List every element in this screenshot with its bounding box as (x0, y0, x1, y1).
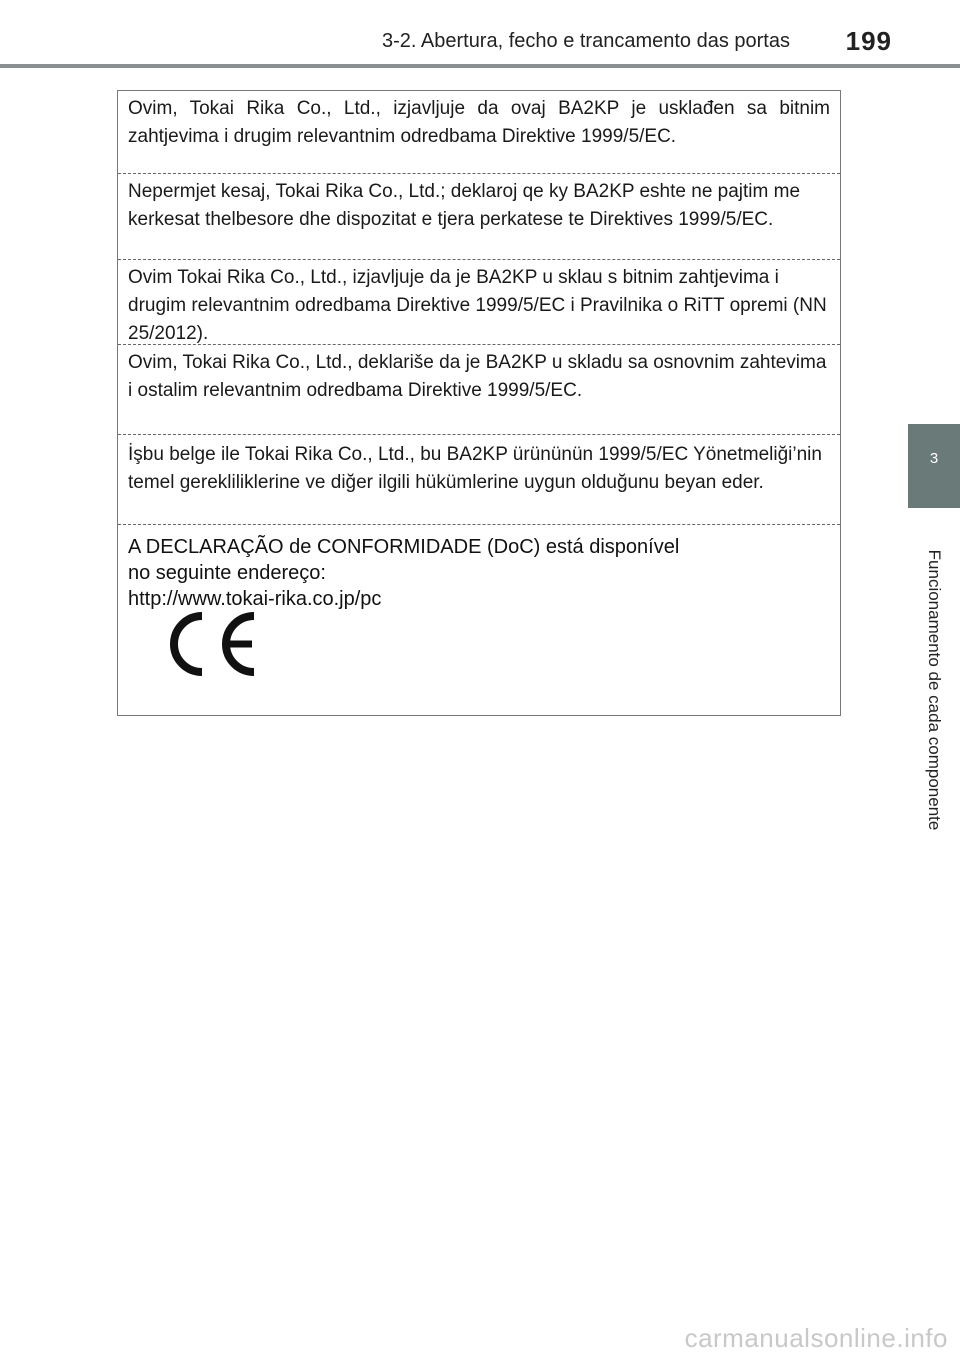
declaration-albanian (118, 174, 840, 260)
declaration-text: Ovim, Tokai Rika Co., Ltd., izjavljuje da ovaj BA2KP je usklađen sa bitnim zahtjevima i drugim relevantnim odredbama Direktive 1999/5/EC. (128, 98, 830, 147)
doc-notice-line1: A DECLARAÇÃO de CONFORMIDADE (DoC) está disponível (128, 536, 680, 558)
declaration-text: Ovim Tokai Rika Co., Ltd., izjavljuje da je BA2KP u sklau s bitnim zahtjevima i drugim relevantnim odredbama Direktive 1999/5/EC i Pravilnika o RiTT opremi (NN 25/2012). (128, 267, 827, 344)
declaration-turkish (118, 435, 840, 525)
chapter-tab (908, 424, 960, 508)
declaration-text: İşbu belge ile Tokai Rika Co., Ltd., bu BA2KP ürününün 1999/5/EC Yönetmeliği’nin temel gerekliliklerine ve diğer ilgili hükümlerine uygun olduğunu beyan eder. (128, 444, 822, 493)
chapter-label: Funcionamento de cada componente (925, 549, 944, 831)
header-rule (0, 64, 960, 68)
chapter-number: 3 (929, 450, 939, 467)
doc-notice (118, 525, 840, 715)
declaration-box (117, 90, 841, 716)
watermark: carmanualsonline.info (684, 1323, 948, 1353)
page-number: 199 (845, 26, 892, 56)
declaration-text: Ovim, Tokai Rika Co., Ltd., deklariše da je BA2KP u skladu sa osnovnim zahtevima i ostalim relevantnim odredbama Direktive 1999/5/EC. (128, 352, 827, 401)
declaration-croatian (118, 260, 840, 345)
doc-notice-line2: no seguinte endereço: (128, 562, 326, 584)
doc-notice-url: http://www.tokai-rika.co.jp/pc (128, 588, 382, 610)
ce-mark-icon (162, 612, 262, 676)
declaration-serbian (118, 345, 840, 435)
declaration-text: Nepermjet kesaj, Tokai Rika Co., Ltd.; deklaroj qe ky BA2KP eshte ne pajtim me kerkesat thelbesore dhe dispozitat e tjera perkatese te Direktives 1999/5/EC. (128, 181, 801, 230)
section-title: 3-2. Abertura, fecho e trancamento das portas (381, 30, 790, 52)
declaration-bosnian (118, 91, 840, 174)
